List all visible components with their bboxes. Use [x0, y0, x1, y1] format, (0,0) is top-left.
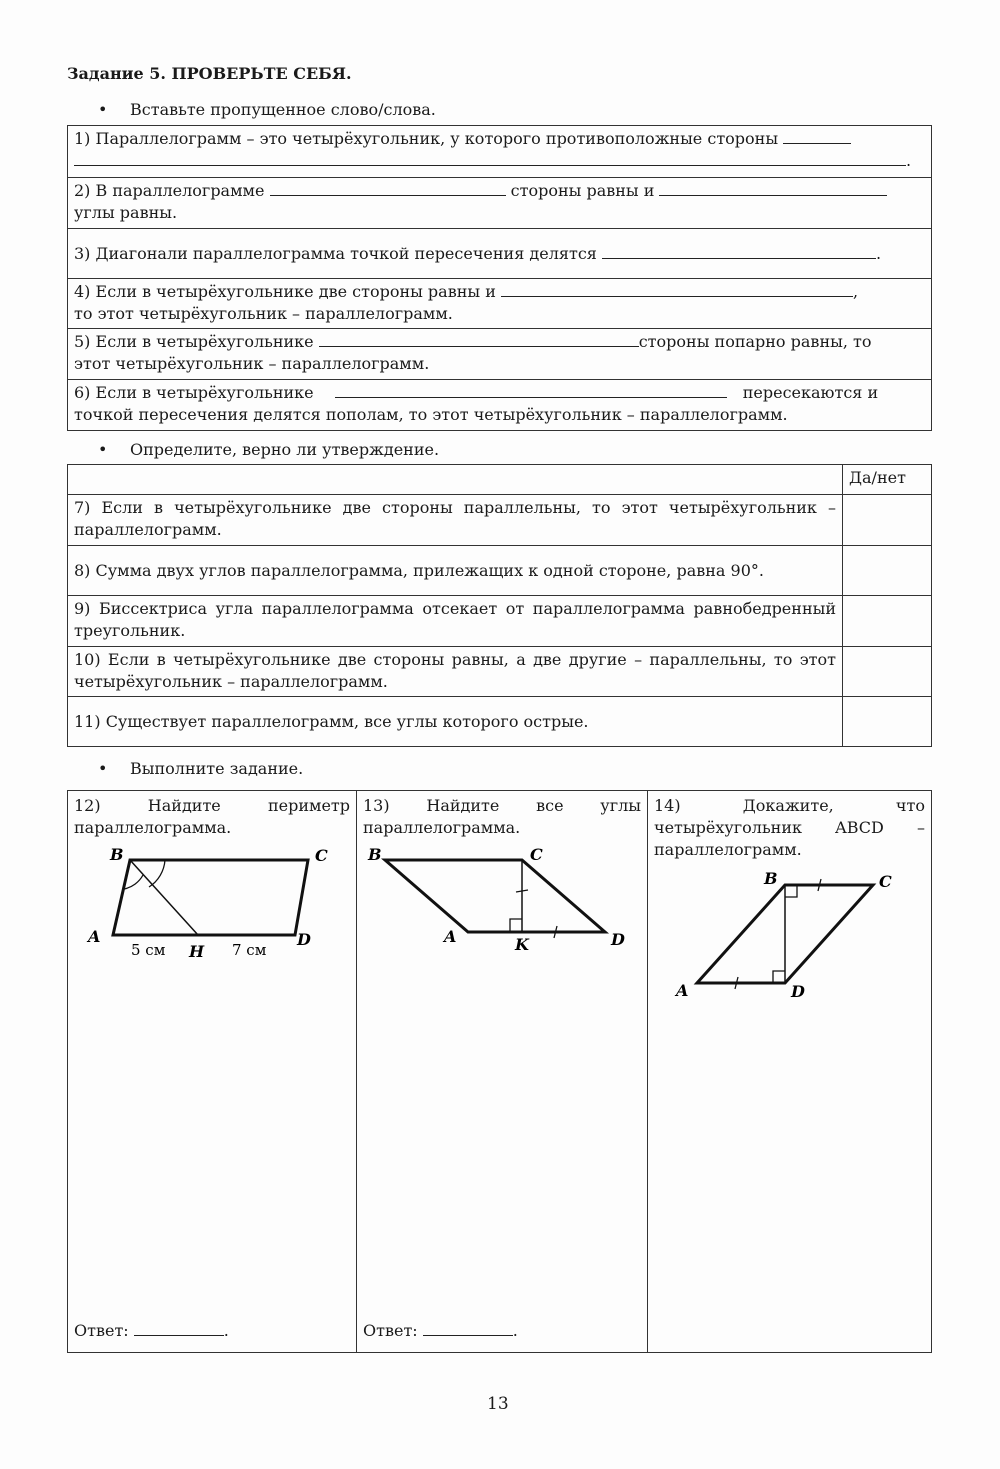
svg-text:C: C	[879, 872, 892, 891]
task-13: 13) Найдите все углы параллелограмма. Ответ: .	[357, 791, 648, 1353]
svg-text:B: B	[368, 845, 382, 864]
statement-11: 11) Существует параллелограмм, все углы которого острые.	[68, 697, 843, 747]
figure-14-quadrilateral	[697, 879, 873, 989]
svg-text:D: D	[791, 982, 805, 1001]
item-3: 3) Диагонали параллелограмма точкой пересечения делятся .	[68, 229, 932, 279]
svg-text:H: H	[189, 942, 205, 961]
item-6: 6) Если в четырёхугольнике пересекаются и точкой пересечения делятся пополам, то этот четырёхугольник – параллелограмм.	[68, 380, 932, 431]
item-5: 5) Если в четырёхугольнике стороны попарно равны, то этот четырёхугольник – параллелограмм.	[68, 329, 932, 380]
task-12: 12) Найдите периметр параллелограмма. Ответ: .	[68, 791, 357, 1353]
statement-9: 9) Биссектриса угла параллелограмма отсекает от параллелограмма равнобедренный треугольник.	[68, 596, 843, 647]
task-title: Задание 5. ПРОВЕРЬТЕ СЕБЯ.	[67, 64, 352, 83]
figure-12-parallelogram	[113, 860, 308, 935]
instruction-tasks: • Выполните задание.	[100, 759, 303, 778]
svg-text:K: K	[515, 935, 529, 954]
svg-text:C: C	[315, 846, 328, 865]
item-2: 2) В параллелограмме стороны равны и углы равны.	[68, 178, 932, 229]
svg-text:D: D	[297, 930, 311, 949]
statement-8: 8) Сумма двух углов параллелограмма, прилежащих к одной стороне, равна 90°.	[68, 546, 843, 596]
statement-7: 7) Если в четырёхугольнике две стороны параллельны, то этот четырёхугольник – параллелограмм.	[68, 495, 843, 546]
instruction-true-false: • Определите, верно ли утверждение.	[100, 440, 439, 459]
item-4: 4) Если в четырёхугольнике две стороны равны и , то этот четырёхугольник – параллелограмм.	[68, 279, 932, 329]
instruction-fill: • Вставьте пропущенное слово/слова.	[100, 100, 436, 119]
task-14: 14) Докажите, что четырёхугольник ABCD – параллелограмм.	[648, 791, 932, 1353]
yes-no-header: Да/нет	[843, 465, 932, 495]
svg-text:A: A	[676, 981, 689, 1000]
figure-13-parallelogram	[385, 860, 605, 938]
svg-text:C: C	[530, 845, 543, 864]
page-number: 13	[487, 1394, 509, 1414]
svg-text:D: D	[611, 930, 625, 949]
svg-text:A: A	[88, 927, 101, 946]
svg-text:5 см: 5 см	[131, 941, 166, 959]
svg-text:B: B	[110, 845, 124, 864]
svg-text:A: A	[444, 927, 457, 946]
svg-text:7 см: 7 см	[232, 941, 267, 959]
item-1: 1) Параллелограмм – это четырёхугольник, у которого противоположные стороны .	[68, 126, 932, 178]
svg-text:B: B	[764, 869, 778, 888]
statement-10: 10) Если в четырёхугольнике две стороны равны, а две другие – параллельны, то этот четырёхугольник – параллелограмм.	[68, 647, 843, 697]
